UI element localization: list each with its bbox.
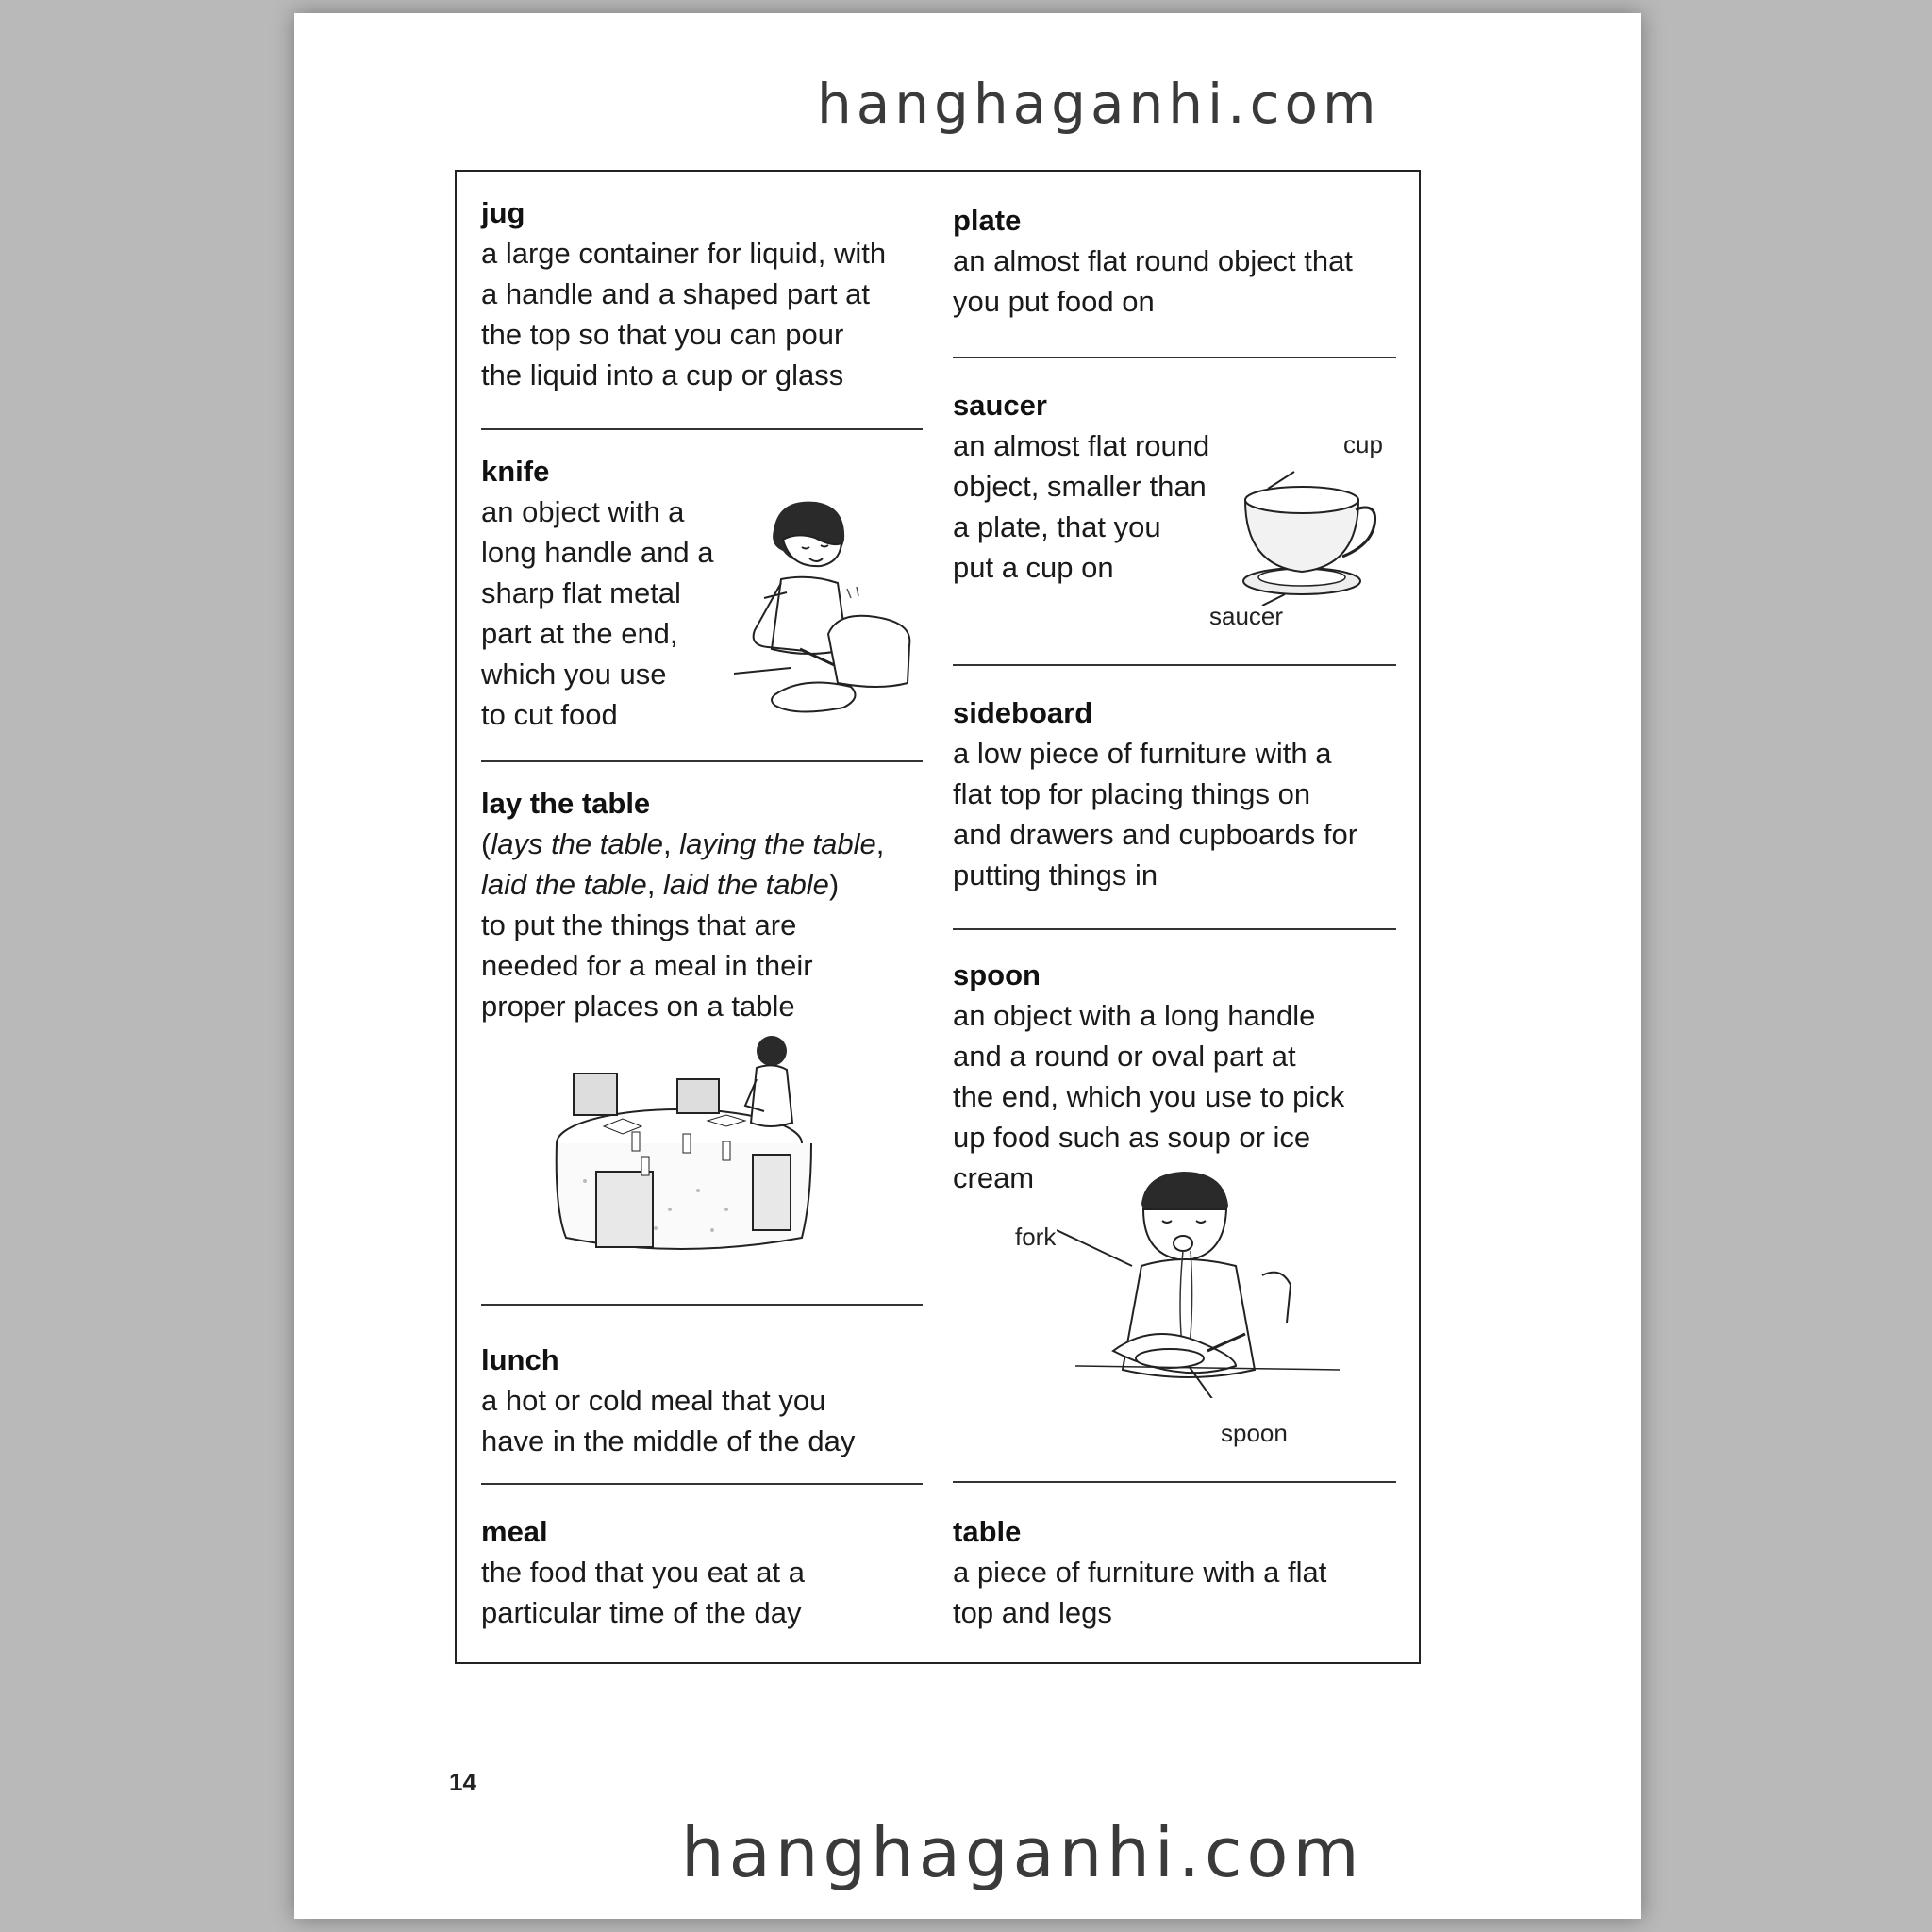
entry-definition-line: which you use: [481, 658, 667, 691]
entry-definition-line: to put the things that are: [481, 908, 797, 941]
entry-headword: sideboard: [953, 696, 1093, 729]
entry-verb-forms: laid the table, laid the table): [481, 868, 840, 901]
entry-definition-line: and drawers and cupboards for: [953, 818, 1358, 851]
entry-definition-line: top and legs: [953, 1596, 1112, 1629]
entry-definition-line: part at the end,: [481, 617, 678, 650]
entry-headword: jug: [481, 196, 525, 229]
entry-definition-line: a hot or cold meal that you: [481, 1384, 826, 1417]
woman-cutting-bread-illustration: [734, 492, 923, 719]
entry-definition-line: an object with a long handle: [953, 999, 1316, 1032]
entry-definition-line: flat top for placing things on: [953, 777, 1311, 810]
entry-definition-line: put a cup on: [953, 551, 1114, 584]
entry-definition-line: and a round or oval part at: [953, 1040, 1296, 1073]
divider: [481, 428, 923, 430]
divider: [481, 760, 923, 762]
boy-eating-illustration: [1057, 1172, 1358, 1398]
entry-definition-line: the top so that you can pour: [481, 318, 844, 351]
entry-definition-line: particular time of the day: [481, 1596, 802, 1629]
entry-definition-line: sharp flat metal: [481, 576, 681, 609]
divider: [481, 1304, 923, 1306]
entry-headword: saucer: [953, 389, 1047, 422]
entry-jug: [481, 192, 923, 395]
divider: [481, 1483, 923, 1485]
entry-definition-line: needed for a meal in their: [481, 949, 813, 982]
entry-headword: lunch: [481, 1343, 559, 1376]
entry-headword: meal: [481, 1515, 548, 1548]
entry-definition-line: an almost flat round object that: [953, 244, 1353, 277]
entry-definition-line: a large container for liquid, with: [481, 237, 887, 270]
verb-form: lays the table: [491, 827, 663, 860]
fork-label: fork: [1015, 1223, 1057, 1251]
entry-sideboard: [953, 692, 1396, 895]
divider: [953, 1481, 1396, 1483]
verb-form: laid the table: [481, 868, 647, 901]
page-number: 14: [449, 1768, 476, 1796]
watermark-bottom: hanghaganhi.com: [681, 1813, 1364, 1892]
entry-definition-line: object, smaller than: [953, 470, 1207, 503]
entry-definition-line: you put food on: [953, 285, 1155, 318]
divider: [953, 928, 1396, 930]
divider: [953, 357, 1396, 358]
entry-lunch: [481, 1340, 923, 1461]
watermark-top: hanghaganhi.com: [817, 72, 1381, 136]
entry-definition-line: have in the middle of the day: [481, 1424, 856, 1457]
entry-definition-line: putting things in: [953, 858, 1158, 891]
entry-headword: table: [953, 1515, 1022, 1548]
entry-definition-line: a plate, that you: [953, 510, 1161, 543]
entry-headword: knife: [481, 455, 550, 488]
entry-headword: plate: [953, 204, 1022, 237]
entry-definition-line: an almost flat round: [953, 429, 1210, 462]
entry-definition-line: the liquid into a cup or glass: [481, 358, 844, 391]
entry-definition-line: the end, which you use to pick: [953, 1080, 1345, 1113]
entry-definition-line: cream: [953, 1161, 1035, 1194]
verb-form: laid the table: [663, 868, 829, 901]
spoon-label: spoon: [1221, 1419, 1288, 1447]
entry-definition-line: a low piece of furniture with a: [953, 737, 1332, 770]
cup-label: cup: [1343, 430, 1383, 458]
verb-form: laying the table: [679, 827, 876, 860]
glossary-box: [455, 170, 1421, 1664]
entry-definition-line: the food that you eat at a: [481, 1556, 805, 1589]
divider: [953, 664, 1396, 666]
entry-table: [953, 1511, 1396, 1633]
entry-definition-line: a piece of furniture with a flat: [953, 1556, 1327, 1589]
entry-lay-the-table: [481, 783, 923, 1026]
cup-and-saucer-illustration: [1236, 464, 1377, 606]
entry-definition-line: to cut food: [481, 698, 618, 731]
entry-definition-line: proper places on a table: [481, 990, 795, 1023]
entry-definition-line: an object with a: [481, 495, 685, 528]
entry-definition-line: a handle and a shaped part at: [481, 277, 870, 310]
laying-table-illustration: [547, 1030, 830, 1257]
entry-plate: [953, 200, 1396, 322]
entry-meal: [481, 1511, 923, 1633]
entry-definition-line: long handle and a: [481, 536, 714, 569]
entry-verb-forms: (lays the table, laying the table,: [481, 827, 885, 860]
entry-headword: spoon: [953, 958, 1041, 991]
entry-definition-line: up food such as soup or ice: [953, 1121, 1311, 1154]
entry-headword: lay the table: [481, 787, 651, 820]
saucer-label: saucer: [1209, 602, 1284, 630]
entry-spoon: [953, 955, 1396, 1198]
